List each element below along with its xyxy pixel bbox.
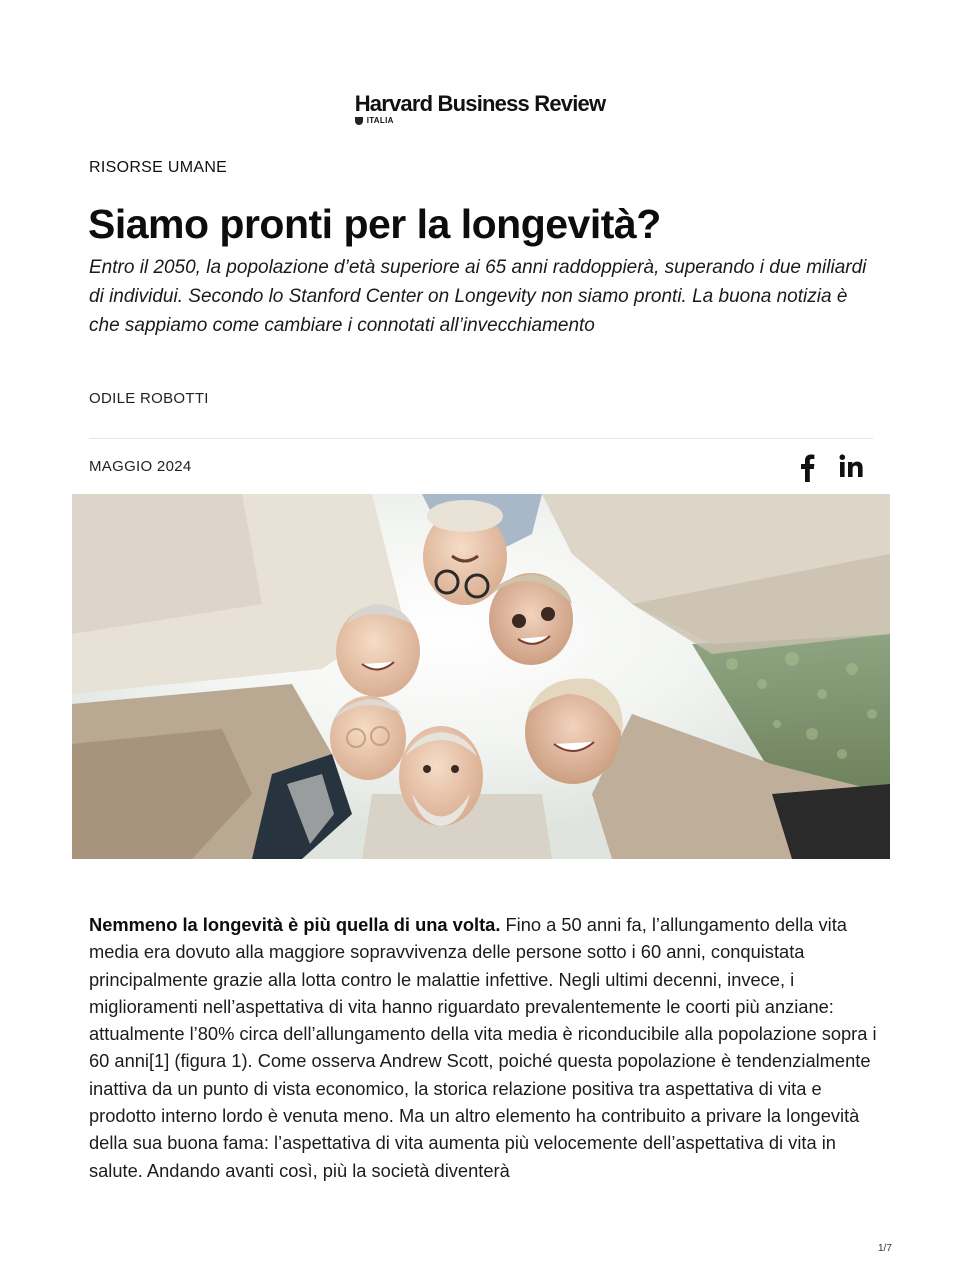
article-author[interactable]: ODILE ROBOTTI (89, 390, 209, 407)
brand-title: Harvard Business Review (354, 91, 606, 116)
brand-edition-label: ITALIA (366, 116, 394, 125)
article-date: MAGGIO 2024 (89, 458, 192, 475)
facebook-share-button[interactable] (794, 451, 822, 483)
brand-edition (355, 116, 606, 126)
page-number: 1/7 (878, 1243, 892, 1254)
body-text: Fino a 50 anni fa, l’allungamento della vita media era dovuto alla maggiore sopravvivenza delle persone sotto i 60 anni, conquistata principalmente grazie alla lotta contro le malattie infettive. Negli ultimi decenni, invece, i miglioramenti nell’aspettativa di vita hanno riguardato prevalentemente le coorti più anziane: attualmente l’80% circa dell’allungamento della vita media è riconducibile alla popolazione sopra i 60 anni[1] (figura 1). Come osserva Andrew Scott, poiché questa popolazione è tendenzialmente inattiva da un punto di vista economico, la storica relazione positiva tra aspettativa di vita e prodotto interno lordo è venuta meno. Ma un altro elemento ha contribuito a privare la longevità della sua buona fama: l’aspettativa di vita aumenta più velocemente dell’aspettativa di vita in salute. Andando avanti così, più la società diventerà (89, 914, 877, 1181)
crest-icon (355, 117, 363, 125)
brand-logo (0, 92, 960, 128)
share-buttons (794, 451, 874, 483)
linkedin-icon (836, 451, 868, 483)
article-headline: Siamo pronti per la longevità? (88, 201, 661, 247)
article-category[interactable]: RISORSE UMANE (89, 159, 228, 176)
linkedin-share-button[interactable] (836, 451, 868, 483)
seniors-group-photo (72, 494, 890, 859)
article-standfirst: Entro il 2050, la popolazione d’età superiore ai 65 anni raddoppierà, superando i due miliardi di individui. Secondo lo Stanford Center on Longevity non siamo pronti. La buona notizia è che sappiamo come cambiare i connotati all’invecchiamento (89, 257, 867, 336)
article-body (89, 911, 879, 1184)
body-lead: Nemmeno la longevità è più quella di una volta. (89, 914, 501, 935)
facebook-icon (794, 451, 822, 483)
hero-image (72, 494, 890, 859)
divider (89, 438, 873, 439)
